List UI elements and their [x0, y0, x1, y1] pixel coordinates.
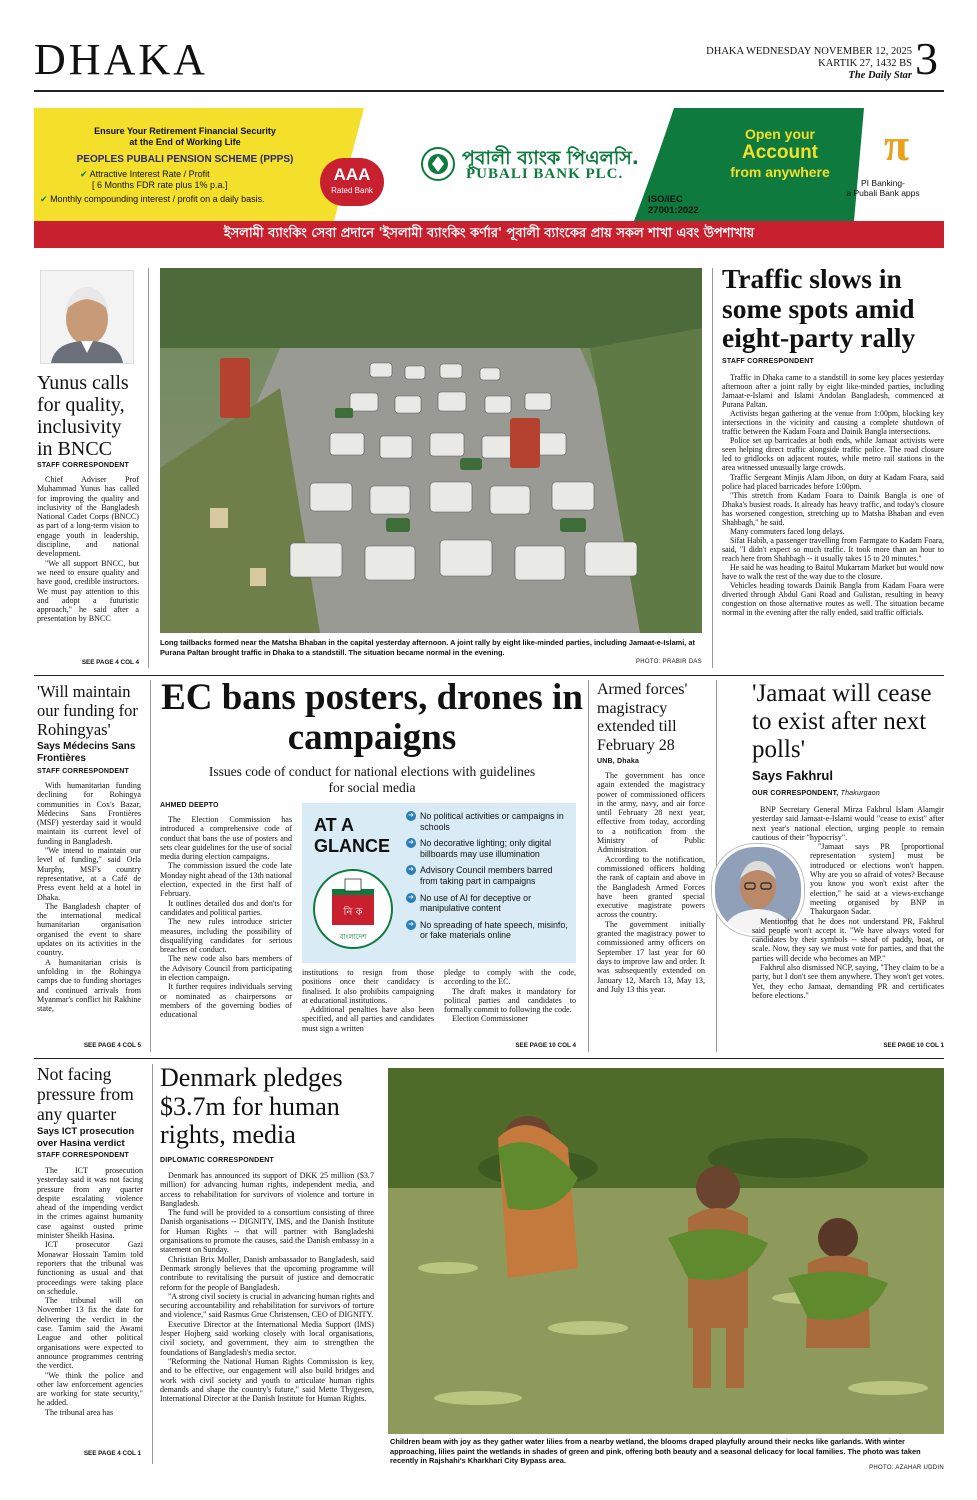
ict-para-2: ICT prosecutor Gazi Monawar Hossain Tamim told reporters that the tribunal was functioning as usual and that proceedings were taking place on schedule.	[37, 1240, 143, 1296]
dateline	[680, 46, 912, 82]
traffic-para-9: Vehicles heading towards Dainik Bangla from Kadam Foara were diverted through Abdul Gani Road and Gulistan, resulting in heavy congestion on those alternative routes as well. The situation became normal in the evening after the rally ended, said traffic officials.	[722, 581, 944, 618]
iso-cert	[648, 194, 699, 216]
col-rule-3	[150, 680, 151, 1052]
armed-byline: UNB, Dhaka	[597, 758, 640, 765]
masthead-rule	[34, 90, 944, 92]
traffic-para-6: Many commuters faced long delays.	[730, 526, 845, 536]
traffic-photo	[160, 268, 702, 633]
yunus-para-1: Chief Adviser Prof Muhammad Yunus has called for improving the quality and inclusivity of the Bangladesh National Cadet Corps (BNCC) as part of a long-term vision to engage youth in leadership, discipline, and national development.	[37, 475, 139, 559]
rohingya-body	[37, 781, 141, 1013]
glance-item	[406, 838, 572, 859]
traffic-para-8: He said he was heading to Baitul Mukarram Market but would now have to walk the rest of the way due to the closure.	[722, 562, 944, 582]
armed-para-1: The government has once again extended the magistracy power of commissioned officers in the army, navy, and air force until February 28 next year, effective from today, according to a notification from the Ministry of Public Administration.	[597, 771, 705, 855]
traffic-headline: Traffic slows in some spots amid eight-party rally	[722, 263, 916, 353]
yunus-para-2: "We all support BNCC, but we need to ensure quality and have good, credible instructors. We must pay attention to this and adopt a futuristic approach," he said after a presentation by BNCC	[37, 558, 139, 624]
traffic-photo-credit: PHOTO: PRABIR DAS	[635, 659, 702, 665]
ict-para-5: The tribunal area has	[45, 1407, 114, 1417]
traffic-photo-illustration	[160, 268, 702, 633]
ballot-box-icon	[312, 867, 394, 953]
rohingya-para-2: "We intend to maintain our level of funding," said Orla Murphy, MSF's country representative, at a Café de Press event held at a hotel in Dhaka.	[37, 846, 141, 902]
armed-headline: Armed forces' magistracy extended till February 28	[597, 681, 688, 754]
denmark-para-4: "A strong civil society is crucial in advancing human rights and securing accountability and rehabilitation for survivors of torture and violence," said Rasmus Grue Christensen, CEO of DIGNITY.	[160, 1291, 374, 1320]
glance-item-text: No use of AI for deceptive or manipulative content	[420, 892, 532, 914]
glance-item-text: No political activities or campaigns in schools	[420, 811, 564, 832]
traffic-para-3: Police set up barricades at both ends, while Jamaat activists were seen helping direct traffic alongside traffic police. The road closure led to gridlocks on adjacent routes, while metro rail stations in the area witnessed unusually large crowds.	[722, 436, 944, 473]
denmark-body	[160, 1171, 374, 1403]
ec-headline: EC bans posters, drones in campaigns	[161, 677, 583, 758]
open-account-text	[710, 126, 850, 180]
ad-line2: at the End of Working Life	[129, 137, 241, 147]
ec-col1-para-1: The Election Commission has introduced a comprehensive code of conduct that bans the use of posters and sets clear guidelines for the use of social media during election campaigns.	[160, 815, 292, 862]
pubali-bank-ad	[34, 108, 944, 248]
jamaat-headline: 'Jamaat will cease to exist after next polls'	[752, 680, 932, 763]
jamaat-para-4: Fakhrul also dismissed NCP, saying, "They claim to be a party, but I don't see them anywhere. They won't get votes. Yet, they echo Jamaat, demanding PR and certificates before elections."	[752, 963, 944, 1000]
glance-title-2: GLANCE	[314, 836, 390, 856]
ec-deck: Issues code of conduct for national elections with guidelines for social media	[208, 764, 536, 795]
ad-bullet1b: [ 6 Months FDR rate plus 1% p.a.]	[92, 180, 228, 190]
glance-item	[406, 920, 572, 941]
col-rule-1	[148, 268, 149, 668]
col-rule-6	[152, 1064, 153, 1464]
ec-col1-para-5: The new code also bars members of the Advisory Council from participating in election campaign.	[160, 954, 292, 983]
traffic-photo-caption: Long tailbacks formed near the Matsha Bhaban in the capital yesterday afternoon. A joint rally by eight like-minded parties, including Jamaat-e-Islami, at Purana Paltan brought traffic in Dhaka to a standstill. The situation became normal in the evening.	[160, 638, 695, 657]
ballot-box-label: বাংলাদেশ	[339, 933, 367, 941]
glance-item	[406, 893, 572, 914]
rating-text: AAA	[333, 165, 371, 184]
ec-col1	[160, 815, 292, 1020]
pi-logo-icon: π	[884, 119, 910, 170]
arrow-bullet-icon: ➜	[406, 838, 416, 848]
ec-byline: AHMED DEEPTO	[160, 802, 219, 809]
rating-sub: Rated Bank	[331, 186, 373, 195]
traffic-para-4: Traffic Sergeant Minjis Alam Jibon, on duty at Kadam Foara, said police had placed barricades before 1:00pm.	[722, 472, 944, 491]
glance-item	[406, 865, 572, 886]
ec-col2-para-1: institutions to resign from those positions once their candidacy is finalised. It also prohibits campaigning at educational institutions.	[302, 968, 434, 1005]
rohingya-subhead: Says Médecins Sans Frontières	[37, 741, 136, 764]
denmark-para-6: "Reforming the National Human Rights Commission is key, and to be effective, our engagement will also build bridges and work with civil society and youth to articulate human rights demands and shape the country's future," said Mette Thygesen, International Director at the Danish Institute for Human Rights.	[160, 1356, 374, 1404]
ict-byline: STAFF CORRESPONDENT	[37, 1152, 129, 1159]
armed-para-2: According to the notification, commissioned officers holding the rank of captain and above in the Bangladesh Armed Forces have been granted special executive magistrate powers across the country.	[597, 854, 705, 920]
row-rule-2	[34, 1058, 944, 1059]
traffic-para-2: Activists began gathering at the venue from 1:00pm, blocking key intersections in the vicinity and causing a complete shutdown of traffic between the Kadam Foara and Dainik Bangla intersections.	[722, 409, 944, 437]
traffic-para-5: "This stretch from Kadam Foara to Dainik Bangla is one of Dhaka's busiest roads. It already has heavy traffic, and today's closure has worsened congestion, stretching up to Matsha Bhaban and even Shahbagh," he said.	[722, 490, 944, 527]
aaa-rating-badge	[320, 158, 384, 206]
traffic-para-7: Sifat Habib, a passenger travelling from Farmgate to Kadam Foara, said, "I didn't expect so much traffic. It took more than an hour to reach here from Shahbagh -- it usually takes 15 to 20 minutes."	[722, 535, 944, 563]
ec-col3	[444, 968, 576, 1024]
arrow-bullet-icon: ➜	[406, 865, 416, 875]
ad-pension-block	[40, 126, 330, 205]
armed-body	[597, 771, 705, 994]
at-a-glance-box	[302, 803, 576, 963]
open-line1: Open your	[744, 126, 815, 142]
jamaat-byline-text: OUR CORRESPONDENT,	[752, 790, 839, 797]
yunus-byline: STAFF CORRESPONDENT	[37, 462, 129, 469]
denmark-byline: DIPLOMATIC CORRESPONDENT	[160, 1157, 274, 1164]
denmark-para-2: The fund will be provided to a consortium consisting of three Danish organisations -- DIGNITY, IMS, and the Danish Institute for Human Rights -- that will partner with Bangladeshi organisations to promote the causes, said the Danish embassy in a statement on Sunday.	[160, 1208, 374, 1255]
lily-photo-caption: Children beam with joy as they gather water lilies from a nearby wetland, the blooms draped playfully around their necks like garlands. With winter approaching, lilies paint the wetlands in shades of green and pink, offering both beauty and a seasonal delicacy for local families. The photo was taken recently in Rajshahi's Kharkhari City Bypass area.	[390, 1437, 921, 1465]
yunus-headline: Yunus calls for quality, inclusivity in BNCC	[37, 372, 129, 460]
glance-title	[314, 815, 390, 857]
pi-label1: PI Banking-	[861, 178, 905, 188]
jamaat-see-page: SEE PAGE 10 COL 1	[883, 1042, 944, 1049]
iso-line1: ISO/IEC	[648, 194, 683, 205]
ict-para-1: The ICT prosecution yesterday said it was not facing pressure from any quarter despite escalating violence ahead of the impending verdict in the crimes against humanity case against ousted prime minister Sheikh Hasina.	[37, 1166, 143, 1241]
ict-para-3: The tribunal will on November 13 fix the date for delivering the verdict in the case. Tamim said the Awami League and other political organisations were expected to announce programmes centring the verdict.	[37, 1296, 143, 1371]
check-icon: ✔	[40, 194, 48, 204]
ec-col1-para-2: The commission issued the code late Monday night ahead of the 13th national election, expected in the first half of February.	[160, 861, 292, 899]
denmark-para-1: Denmark has announced its support of DKK 25 million ($3.7 million) for advancing human rights, independent media, and access to rehabilitation for survivors of violence and torture in Bangladesh.	[160, 1171, 374, 1208]
ec-col1-para-4: The new rules introduce stricter measures, including the possibility of disqualifying candidates for serious breaches of conduct.	[160, 917, 292, 955]
pi-label2: a Pubali Bank apps	[846, 188, 920, 198]
ec-col3-para-3: Election Commissioner	[452, 1014, 529, 1024]
open-line2: Account	[742, 142, 818, 163]
denmark-para-5: Executive Director at the International Media Support (IMS) Jesper Hojberg said working closely with local organisations, civil society, and government, they aim to strengthen the foundations of Bangladesh's media sector.	[160, 1319, 374, 1357]
ec-col1-para-6: It further requires individuals serving or nominated as chairpersons or members of the governing bodies of educational	[160, 982, 292, 1020]
rohingya-headline: 'Will maintain our funding for Rohingyas'	[37, 682, 138, 739]
armed-para-3: The government initially granted the magistracy power to commissioned army officers on September 17 last year for 60 days to improve law and order. It was subsequently extended on January 12, March 13, May 13, and July 13 this year.	[597, 919, 705, 994]
ad-banner-bengali: ইসলামী ব্যাংকিং সেবা প্রদানে 'ইসলামী ব্যাংকিং কর্ণার' পূবালী ব্যাংকের প্রায় সকল শাখা এবং উপশাখায়	[223, 226, 755, 241]
lily-photo-credit: PHOTO: AZAHAR UDDIN	[869, 1465, 944, 1471]
jamaat-para-1: BNP Secretary General Mirza Fakhrul Islam Alamgir yesterday said Jamaat-e-Islami would "cease to exist" after next year's national election, urging people to remain cautious of their "hypocrisy".	[752, 805, 944, 842]
page-number: 3	[915, 33, 938, 84]
ec-col3-para-1: pledge to comply with the code, according to the EC.	[444, 968, 576, 987]
open-line3: from anywhere	[730, 164, 830, 180]
lily-photo	[388, 1068, 944, 1434]
ad-bullet2	[40, 194, 330, 205]
jamaat-subhead: Says Fakhrul	[752, 768, 833, 783]
ict-para-4: "We think the police and other law enforcement agencies are working for state security," he added.	[37, 1370, 143, 1408]
bank-name-en: PUBALI BANK PLC.	[466, 166, 624, 182]
pi-banking-label	[824, 178, 942, 198]
yunus-body	[37, 475, 139, 624]
glance-title-1: AT A	[314, 815, 354, 835]
denmark-para-3: Christian Brix Moller, Danish ambassador to Bangladesh, said Denmark strongly believes that the upcoming programme will contribute to revitalising the pursuit of justice and democratic reform for the people of Bangladesh.	[160, 1254, 374, 1292]
dateline-paper: The Daily Star	[848, 70, 912, 81]
jamaat-para-2: "Jamaat says PR [proportional representation system] must be introduced or elections won't happen. Why are you so afraid of votes? Because you know you won't exist after the election," he said at a views-exchange meeting organised by BNP in Thakurgaon Sadar.	[810, 842, 944, 917]
ict-headline: Not facing pressure from any quarter	[37, 1064, 134, 1124]
jamaat-byline-place: Thakurgaon	[840, 790, 880, 797]
col-rule-2	[712, 268, 713, 668]
bank-name-bn: পূবালী ব্যাংক পিএলসি.	[462, 147, 640, 169]
ict-subhead: Says ICT prosecution over Hasina verdict	[37, 1126, 135, 1149]
dateline-bengali-date: KARTIK 27, 1432 BS	[818, 58, 912, 69]
ec-col2-para-2: Additional penalties have also been specified, and all parties and candidates must sign a written	[302, 1005, 434, 1033]
ec-col1-para-3: It outlines detailed dos and don'ts for candidates and political parties.	[160, 898, 292, 917]
arrow-bullet-icon: ➜	[406, 811, 416, 821]
pubali-logo-icon	[420, 146, 456, 182]
arrow-bullet-icon: ➜	[406, 893, 416, 903]
yunus-portrait-illustration	[41, 271, 133, 363]
jamaat-para-3: Mentioning that he does not understand PR, Fakhrul said people won't accept it. "We have always voted for candidates by their symbols -- sheaf of paddy, boat, or scale. Now, they say we must vote for parties, and that the parties will decide who becomes an MP."	[752, 916, 944, 963]
ballot-box-text: নি ক	[343, 907, 363, 918]
glance-item-text: No spreading of hate speech, misinfo, or fake materials online	[420, 919, 568, 941]
ad-scheme: PEOPLES PUBALI PENSION SCHEME (PPPS)	[76, 154, 294, 165]
ad-line1: Ensure Your Retirement Financial Security	[94, 126, 276, 136]
ec-col2	[302, 968, 434, 1033]
rohingya-para-3: The Bangladesh chapter of the international medical humanitarian organisation organised the event to share updates on its activities in the country.	[37, 901, 141, 958]
lily-photo-illustration	[388, 1068, 944, 1434]
jamaat-body	[752, 805, 944, 1000]
iso-line2: 27001:2022	[648, 205, 699, 216]
ad-bullet2-text: Monthly compounding interest / profit on a daily basis.	[50, 194, 265, 204]
glance-item-text: No decorative lighting; only digital billboards may use illumination	[420, 838, 552, 859]
ec-col3-para-2: The draft makes it mandatory for political parties and candidates to formally commit to following the code.	[444, 986, 576, 1015]
ec-see-page: SEE PAGE 10 COL 4	[515, 1042, 576, 1049]
check-icon: ✔	[80, 169, 88, 179]
yunus-portrait	[40, 270, 134, 364]
ict-see-page: SEE PAGE 4 COL 1	[83, 1450, 141, 1457]
ad-bullet1-text: Attractive Interest Rate / Profit	[89, 169, 210, 179]
row-rule-1	[34, 675, 944, 676]
rohingya-see-page: SEE PAGE 4 COL 5	[83, 1042, 141, 1049]
jamaat-byline	[752, 790, 942, 797]
traffic-byline: STAFF CORRESPONDENT	[722, 358, 814, 365]
rohingya-para-4: A humanitarian crisis is unfolding in the Rohingya camps due to funding shortages and continued arrivals from Myanmar's conflict hit Rakhine state,	[37, 957, 141, 1014]
arrow-bullet-icon: ➜	[406, 920, 416, 930]
rohingya-para-1: With humanitarian funding declining for Rohingya communities in Cox's Bazar, Médecins Sans Frontières (MSF) yesterday said it would maintain its current level of funding in Bangladesh.	[37, 781, 141, 846]
section-title: DHAKA	[34, 35, 208, 84]
ict-body	[37, 1166, 143, 1417]
yunus-see-page: SEE PAGE 4 COL 4	[81, 659, 139, 666]
rohingya-byline: STAFF CORRESPONDENT	[37, 768, 129, 775]
dateline-date: DHAKA WEDNESDAY NOVEMBER 12, 2025	[706, 46, 912, 57]
denmark-headline: Denmark pledges $3.7m for human rights, media	[160, 1063, 343, 1149]
col-rule-4	[588, 680, 589, 1052]
glance-item	[406, 811, 572, 832]
ad-bullet1	[40, 169, 330, 180]
glance-list	[406, 811, 572, 941]
traffic-para-1: Traffic in Dhaka came to a standstill in some key places yesterday afternoon after a joint rally by eight like-minded parties, including Jamaat-e-Islami and Islami Andolan Bangladesh, commenced at Purana Paltan.	[722, 373, 944, 410]
traffic-body	[722, 373, 944, 617]
glance-item-text: Advisory Council members barred from taking part in campaigns	[420, 865, 553, 886]
